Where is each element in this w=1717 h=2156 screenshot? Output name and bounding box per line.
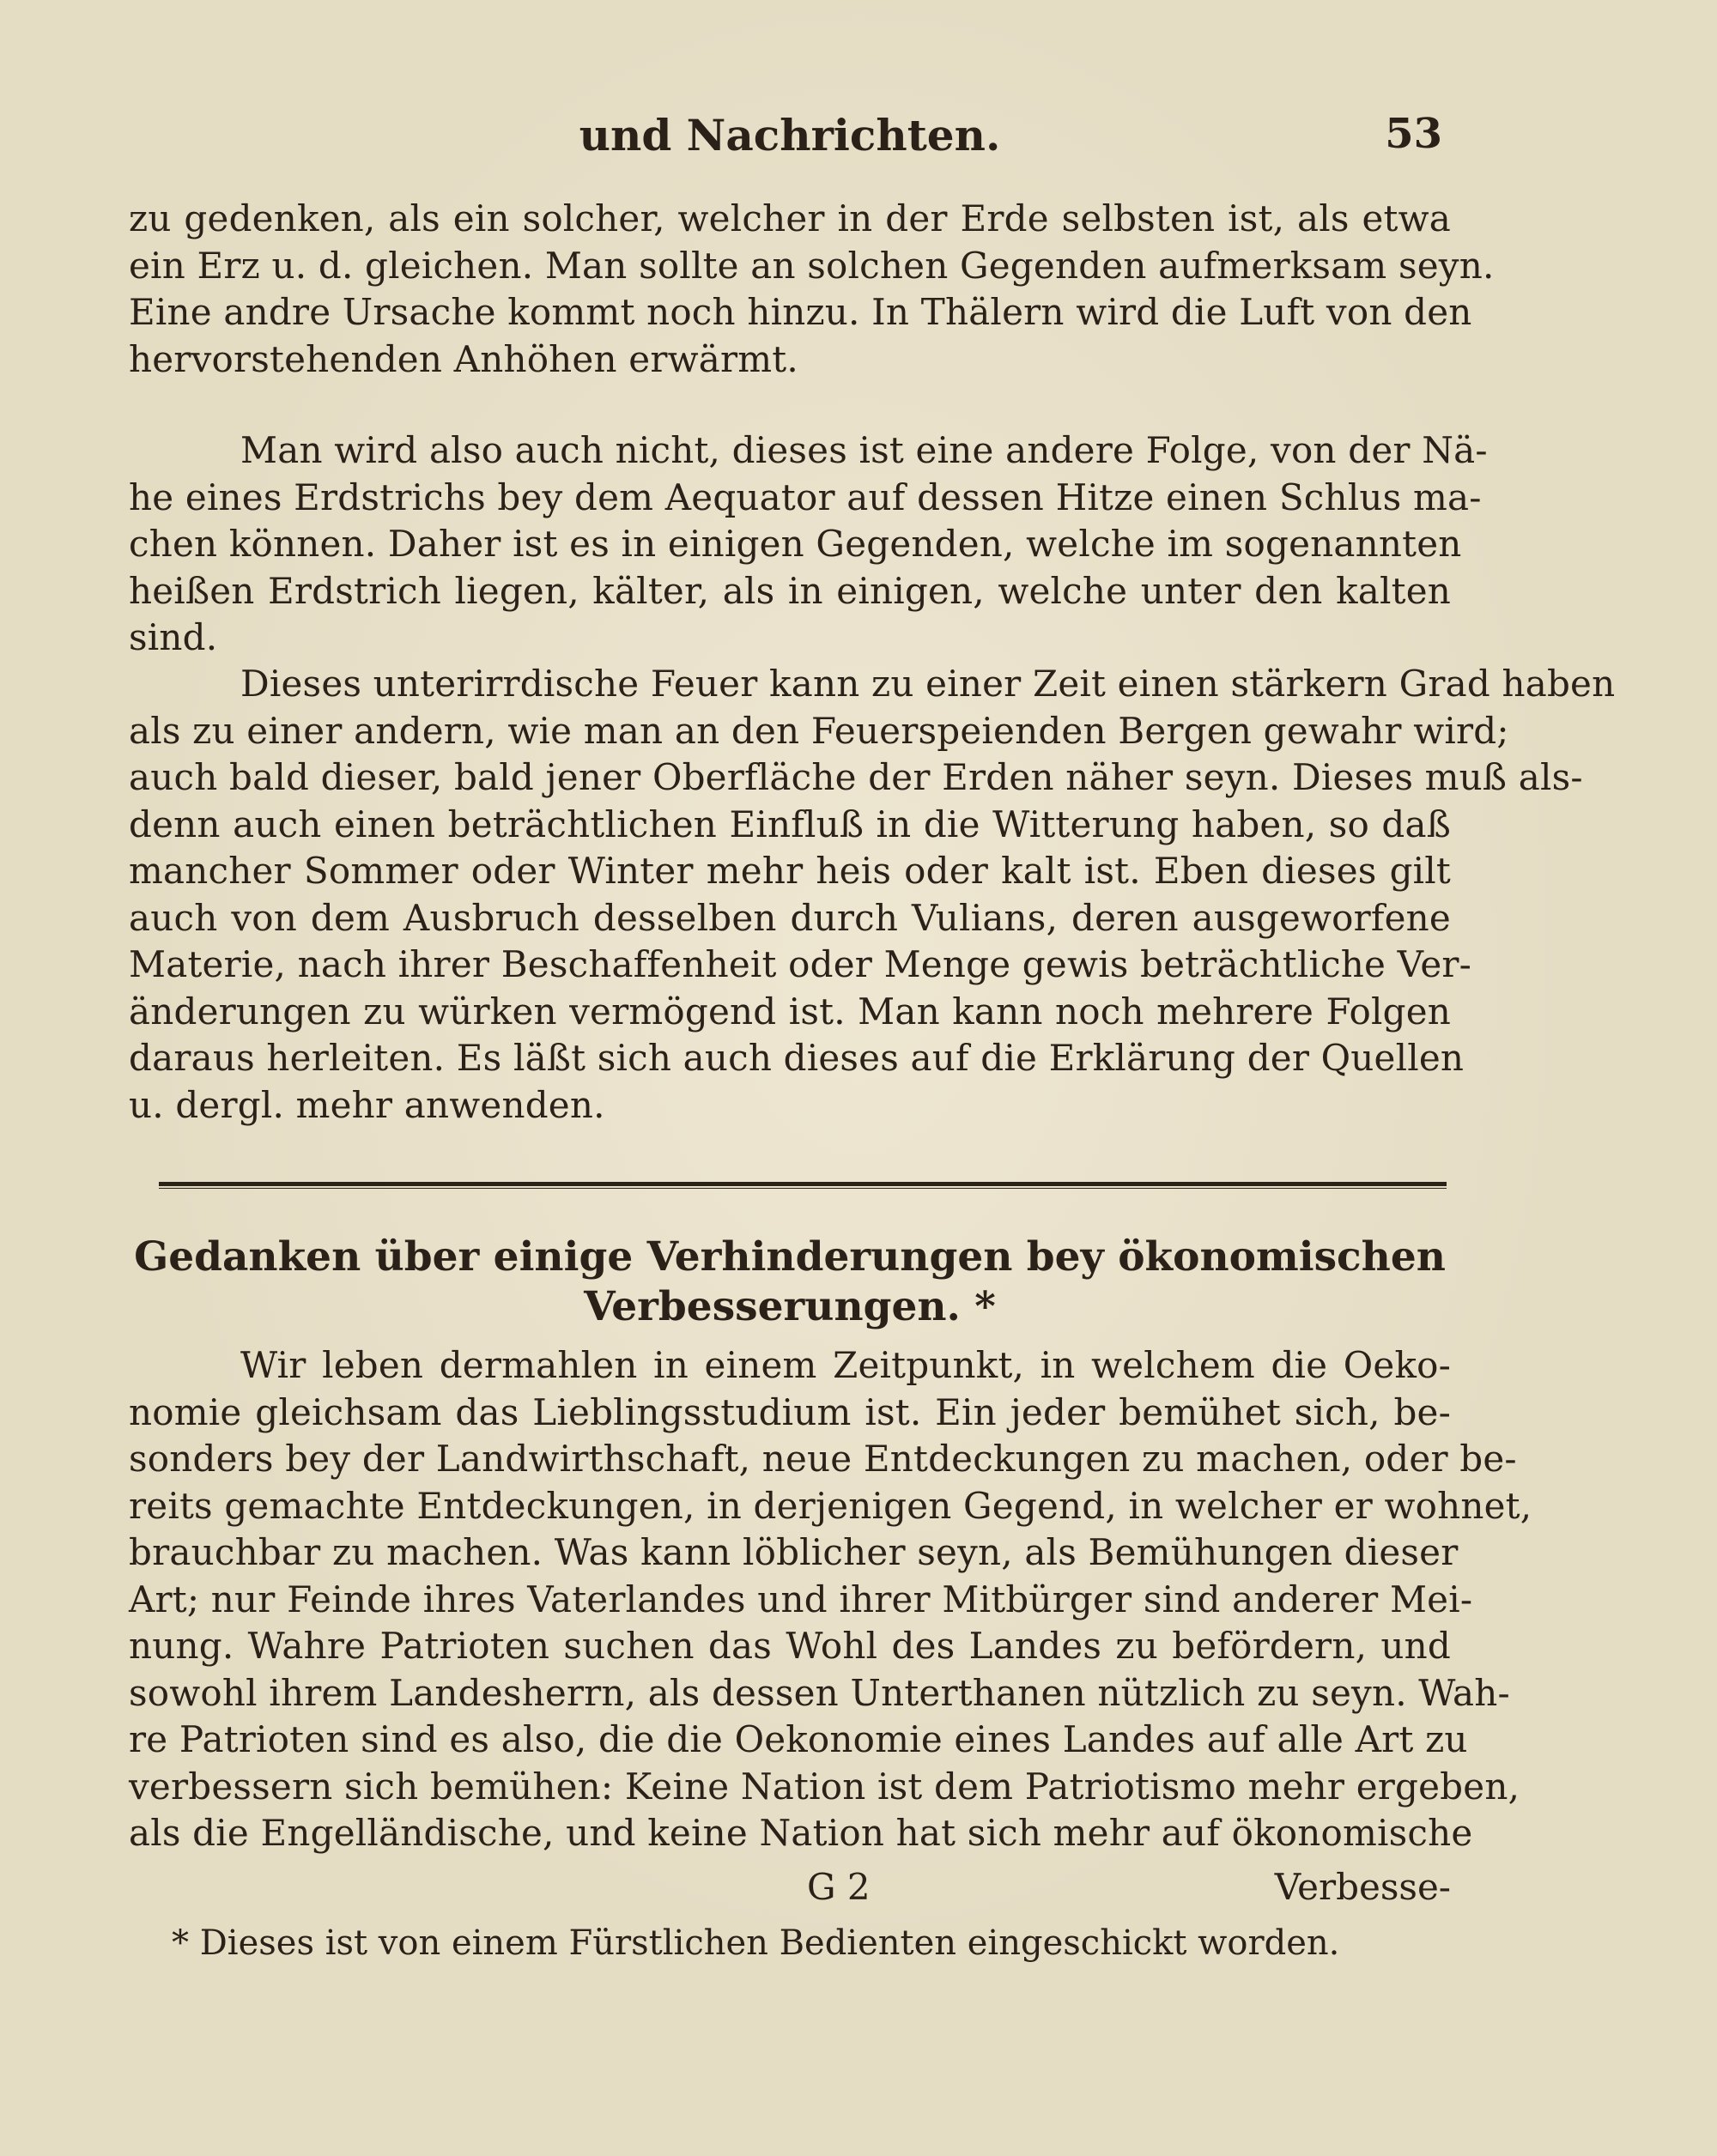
text-line: Wir leben dermahlen in einem Zeitpunkt, in welchem die Oeko- — [240, 1344, 1451, 1386]
text-line: denn auch einen beträchtlichen Einfluß in die Witterung haben, so daß — [129, 802, 1451, 845]
text-line: Art; nur Feinde ihres Vaterlandes und ihrer Mitbürger sind anderer Mei- — [129, 1578, 1473, 1620]
heading-line-1: Gedanken über einige Verhinderungen bey ökonomischen — [134, 1233, 1446, 1281]
text-line: sowohl ihrem Landesherrn, als dessen Unterthanen nützlich zu seyn. Wah- — [129, 1671, 1510, 1714]
section-heading — [129, 1232, 1451, 1332]
text-line: mancher Sommer oder Winter mehr heis oder kalt ist. Eben dieses gilt — [129, 850, 1451, 892]
text-line: sonders bey der Landwirthschaft, neue Entdeckungen zu machen, oder be- — [129, 1438, 1517, 1480]
intro-paragraph — [129, 196, 1495, 383]
text-line: verbessern sich bemühen: Keine Nation ist dem Patriotismo mehr ergeben, — [129, 1765, 1520, 1808]
text-line: als die Engelländische, und keine Nation hat sich mehr auf ökonomische — [129, 1812, 1473, 1854]
footnote: * Dieses ist von einem Fürstlichen Bedienten eingeschickt worden. — [172, 1923, 1340, 1963]
signature-mark: G 2 — [807, 1866, 871, 1908]
text-line: Man wird also auch nicht, dieses ist eine andere Folge, von der Nä- — [240, 429, 1488, 471]
text-line: re Patrioten sind es also, die die Oekonomie eines Landes auf alle Art zu — [129, 1718, 1468, 1760]
page-number: 53 — [1385, 110, 1442, 158]
text-line: Materie, nach ihrer Beschaffenheit oder Menge gewis beträchtliche Ver- — [129, 943, 1472, 985]
text-line: he eines Erdstrichs bey dem Aequator auf dessen Hitze einen Schlus ma- — [129, 475, 1482, 518]
text-line: sind. — [129, 616, 218, 658]
text-line: brauchbar zu machen. Was kann löblicher seyn, als Bemühungen dieser — [129, 1531, 1459, 1573]
text-line: als zu einer andern, wie man an den Feuerspeienden Bergen gewahr wird; — [129, 709, 1509, 752]
text-line: auch bald dieser, bald jener Oberfläche der Erden näher seyn. Dieses muß als- — [129, 756, 1583, 798]
text-line: reits gemachte Entdeckungen, in derjenigen Gegend, in welcher er wohnet, — [129, 1484, 1532, 1527]
text-line: heißen Erdstrich liegen, kälter, als in einigen, welche unter den kalten — [129, 569, 1451, 612]
text-line: nomie gleichsam das Lieblingsstudium ist. Ein jeder bemühet sich, be- — [129, 1390, 1451, 1433]
signature-line — [129, 1864, 1451, 1911]
section-divider — [159, 1182, 1447, 1189]
text-line: u. dergl. mehr anwenden. — [129, 1083, 605, 1126]
essay-paragraph — [129, 1342, 1532, 1857]
heading-line-2: Verbesserungen. * — [584, 1283, 996, 1330]
running-head — [129, 110, 1451, 170]
text-line: daraus herleiten. Es läßt sich auch dieses auf die Erklärung der Quellen — [129, 1037, 1465, 1079]
text-line: zu gedenken, als ein solcher, welcher in der Erde selbsten ist, als etwa — [129, 197, 1451, 239]
text-line: Dieses unterirrdische Feuer kann zu einer Zeit einen stärkern Grad haben — [240, 663, 1616, 705]
text-line: ein Erz u. d. gleichen. Man sollte an solchen Gegenden aufmerksam seyn. — [129, 244, 1495, 287]
text-line: nung. Wahre Patrioten suchen das Wohl des Landes zu befördern, und — [129, 1625, 1451, 1667]
text-line: Eine andre Ursache kommt noch hinzu. In Thälern wird die Luft von den — [129, 291, 1472, 333]
paragraph-3 — [129, 661, 1616, 1129]
catchword: Verbesse- — [1274, 1866, 1451, 1908]
text-line: auch von dem Ausbruch desselben durch Vulians, deren ausgeworfene — [129, 896, 1451, 939]
paragraph-2 — [129, 427, 1488, 662]
text-line: chen können. Daher ist es in einigen Gegenden, welche im sogenannten — [129, 523, 1462, 565]
running-title: und Nachrichten. — [579, 110, 1001, 160]
text-line: hervorstehenden Anhöhen erwärmt. — [129, 337, 798, 380]
text-line: änderungen zu würken vermögend ist. Man kann noch mehrere Folgen — [129, 990, 1451, 1033]
